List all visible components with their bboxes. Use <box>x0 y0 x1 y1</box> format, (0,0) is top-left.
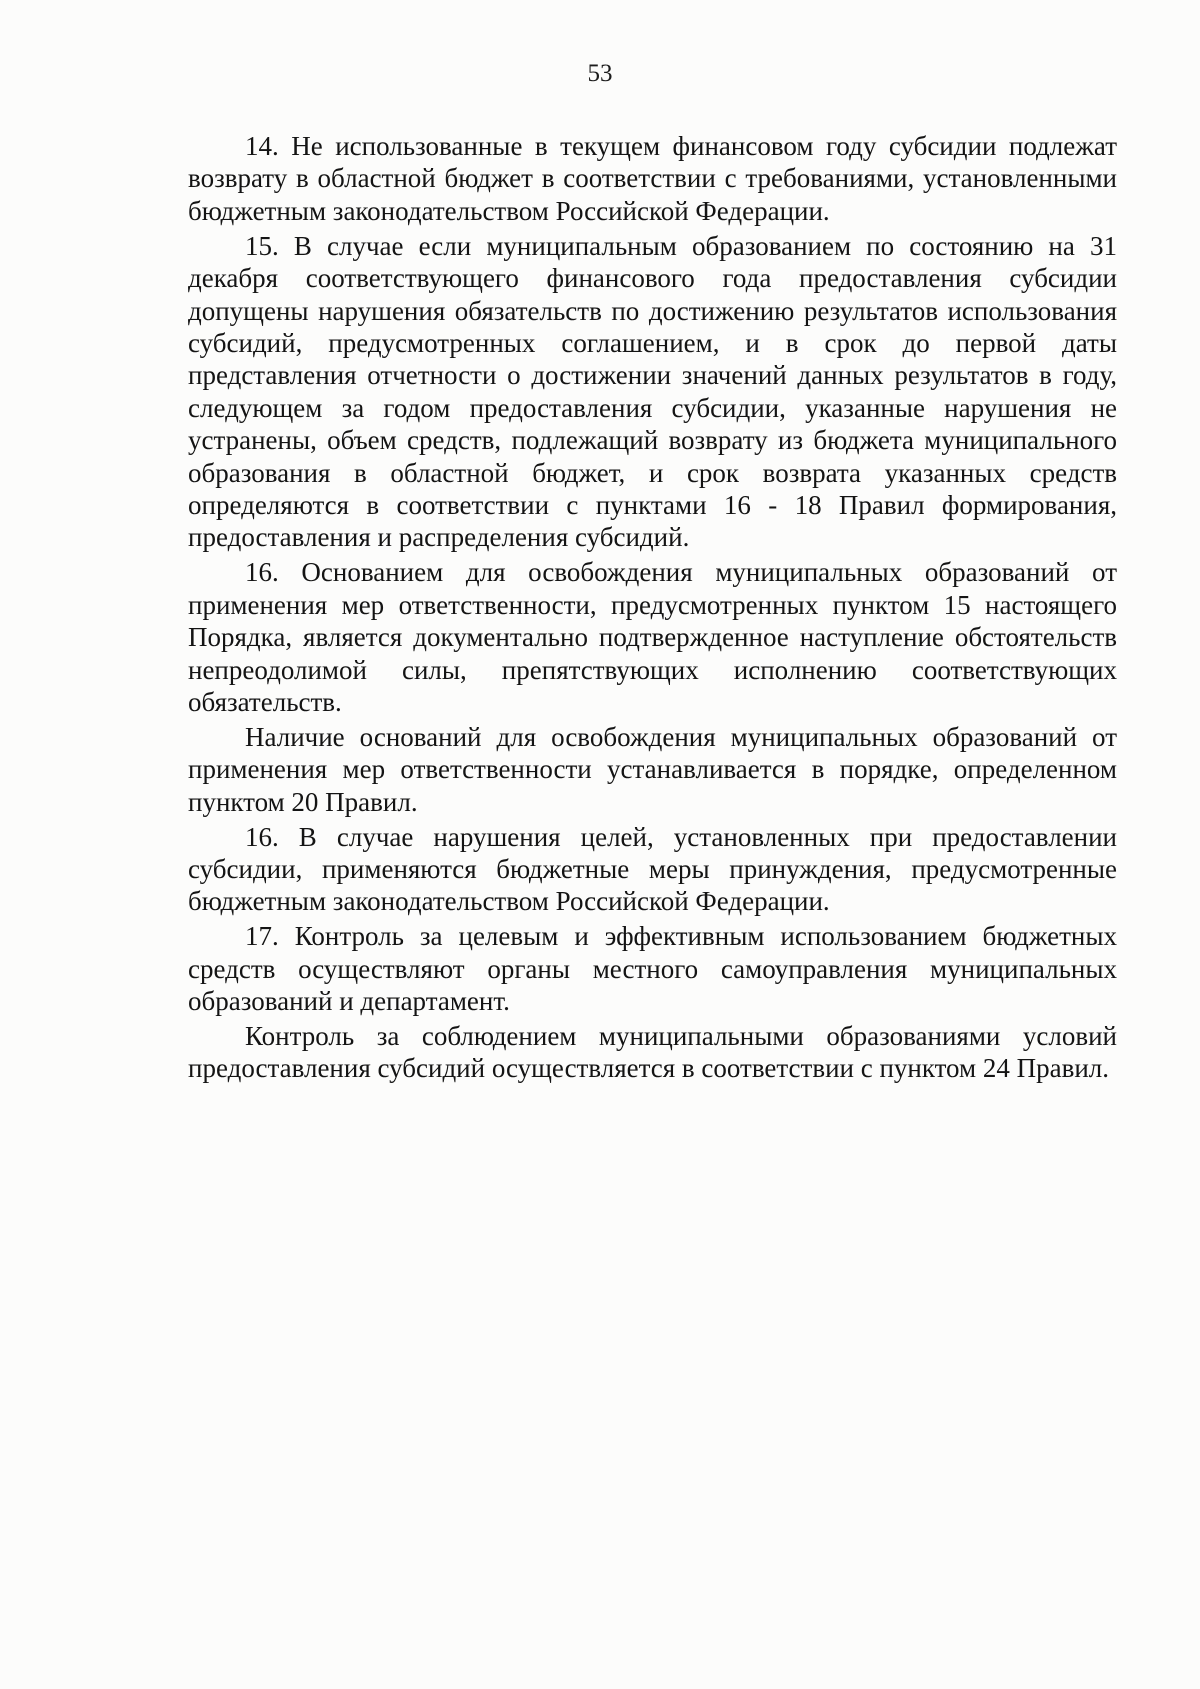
paragraph-17-continued: Контроль за соблюдением муниципальными образованиями условий предоставления субсидий осуществляется в соответствии с пунктом 24 Правил. <box>188 1020 1117 1084</box>
paragraph-16: 16. Основанием для освобождения муниципальных образований от применения мер ответственности, предусмотренных пунктом 15 настоящего Порядка, является документально подтвержденное наступление обстоятельств непреодолимой силы, препятствующих исполнению соответствующих обязательств. <box>188 557 1117 717</box>
paragraph-16-continued: Наличие оснований для освобождения муниципальных образований от применения мер ответственности устанавливается в порядке, определенном пунктом 20 Правил. <box>188 721 1117 817</box>
page-number: 53 <box>587 60 613 87</box>
paragraph-14: 14. Не использованные в текущем финансовом году субсидии подлежат возврату в областной бюджет в соответствии с требованиями, установленными бюджетным законодательством Российской Федерации. <box>188 131 1117 226</box>
paragraph-15: 15. В случае если муниципальным образованием по состоянию на 31 декабря соответствующего финансового года предоставления субсидии допущены нарушения обязательств по достижению результатов использования субсидий, предусмотренных соглашением, и в срок до первой даты представления отчетности о достижении значений данных результатов в году, следующем за годом предоставления субсидии, указанные нарушения не устранены, объем средств, подлежащий возврату из бюджета муниципального образования в областной бюджет, и срок возврата указанных средств определяются в соответствии с пунктами 16 - 18 Правил формирования, предоставления и распределения субсидий. <box>188 230 1117 553</box>
paragraph-16-second: 16. В случае нарушения целей, установленных при предоставлении субсидии, применяются бюджетные меры принуждения, предусмотренные бюджетным законодательством Российской Федерации. <box>188 821 1117 917</box>
document-body <box>188 130 1117 1087</box>
paragraph-17: 17. Контроль за целевым и эффективным использованием бюджетных средств осуществляют органы местного самоуправления муниципальных образований и департамент. <box>188 921 1117 1017</box>
